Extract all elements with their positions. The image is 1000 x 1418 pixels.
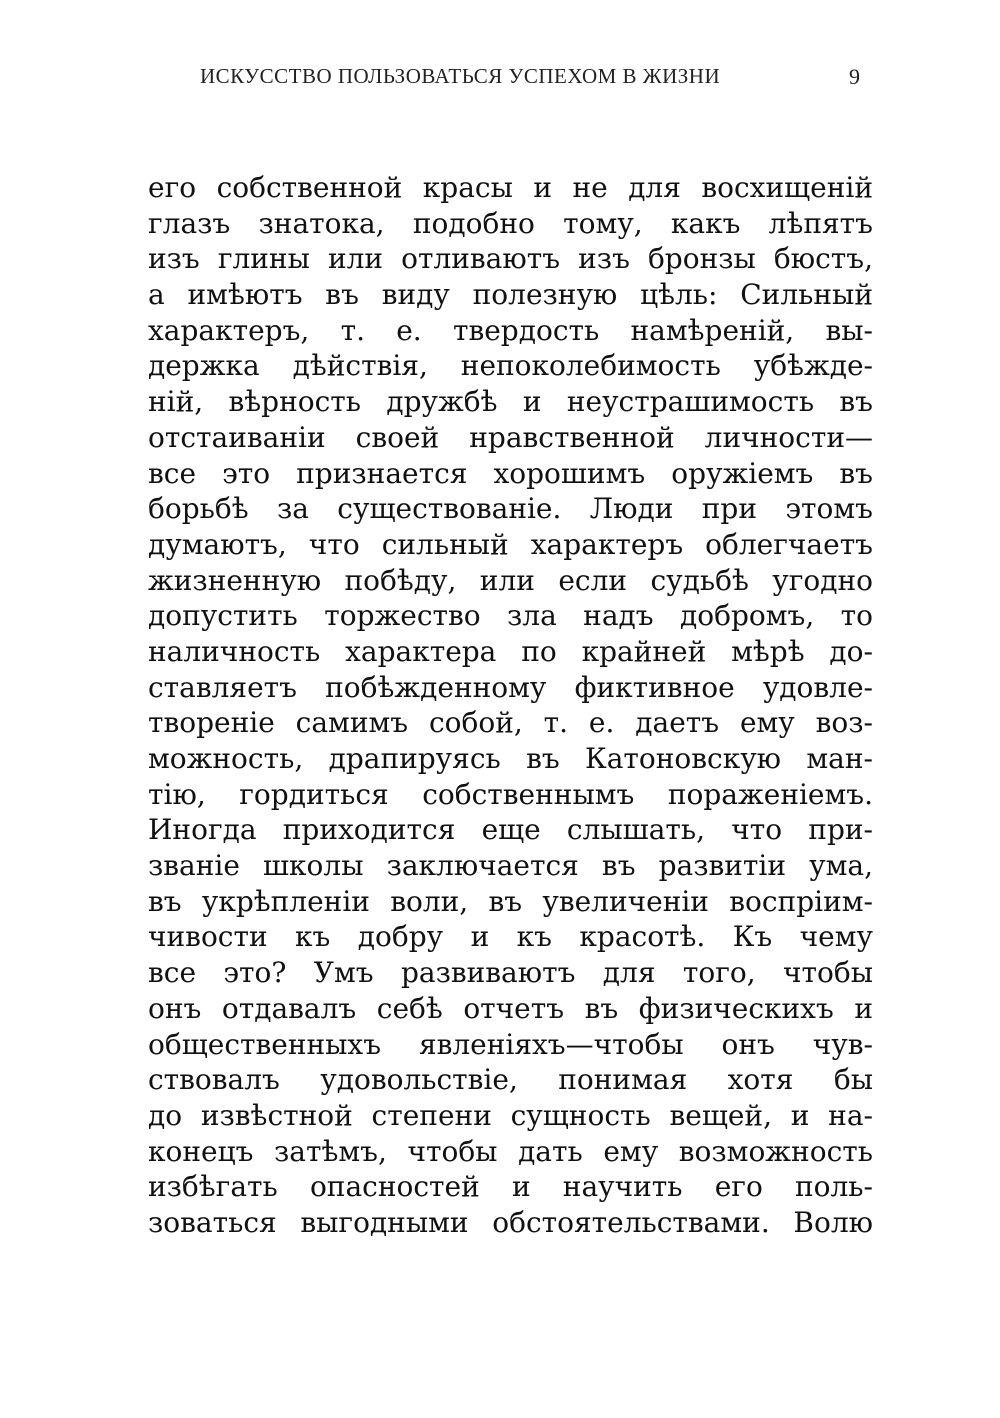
text-line: характеръ, т. е. твердость намѣреній, вы- [148, 313, 873, 347]
text-line: общественныхъ явленіяхъ—чтобы онъ чув- [148, 1027, 873, 1061]
text-line: жизненную побѣду, или если судьбѣ угодно [148, 563, 873, 597]
text-line: можность, драпируясь въ Катоновскую ман- [148, 742, 873, 775]
text-line: глазъ знатока, подобно тому, какъ лѣпятъ [148, 206, 873, 240]
text-line: допустить торжество зла надъ добромъ, то [148, 599, 873, 633]
text-line: думаютъ, что сильный характеръ облегчаетъ [148, 527, 873, 561]
text-line: конецъ затѣмъ, чтобы дать ему возможность [148, 1134, 873, 1168]
body-text [148, 170, 873, 1241]
text-line: онъ отдавалъ себѣ отчетъ въ физическихъ и [148, 991, 873, 1025]
text-line: отстаиваніи своей нравственной личности— [148, 420, 873, 454]
text-line: избѣгать опасностей и научить его поль- [148, 1170, 873, 1204]
text-line: его собственной красы и не для восхищеній [148, 171, 873, 204]
text-line: твореніе самимъ собой, т. е. даетъ ему воз- [148, 706, 873, 740]
page-number: 9 [849, 64, 860, 89]
text-line: ній, вѣрность дружбѣ и неустрашимость въ [148, 385, 873, 419]
text-line: все это признается хорошимъ оружіемъ въ [148, 456, 873, 490]
text-line: Иногда приходится еще слышать, что при- [148, 813, 873, 847]
text-line: ставляетъ побѣжденному фиктивное удовле- [148, 670, 873, 704]
text-line: держка дѣйствія, непоколебимость убѣжде- [148, 349, 873, 383]
text-line: а имѣютъ въ виду полезную цѣль: Сильный [148, 278, 873, 312]
text-line: зоваться выгодными обстоятельствами. Волю [148, 1205, 873, 1239]
running-title: ИСКУССТВО ПОЛЬЗОВАТЬСЯ УСПЕХОМ В ЖИЗНИ [200, 64, 721, 88]
text-line: борьбѣ за существованіе. Люди при этомъ [148, 492, 873, 526]
text-line: все это? Умъ развиваютъ для того, чтобы [148, 956, 873, 990]
text-line: чивости къ добру и къ красотѣ. Къ чему [148, 920, 873, 954]
text-line: изъ глины или отливаютъ изъ бронзы бюстъ, [148, 242, 873, 276]
text-line: тію, гордиться собственнымъ пораженіемъ. [148, 777, 873, 811]
text-line: въ укрѣпленіи воли, въ увеличеніи воспріим- [148, 884, 873, 918]
text-line: наличность характера по крайней мѣрѣ до- [148, 634, 873, 668]
text-line: до извѣстной степени сущность вещей, и на- [148, 1098, 873, 1132]
text-line: званіе школы заключается въ развитіи ума, [148, 849, 873, 883]
text-line: ствовалъ удовольствіе, понимая хотя бы [148, 1063, 873, 1097]
running-header [200, 64, 860, 94]
